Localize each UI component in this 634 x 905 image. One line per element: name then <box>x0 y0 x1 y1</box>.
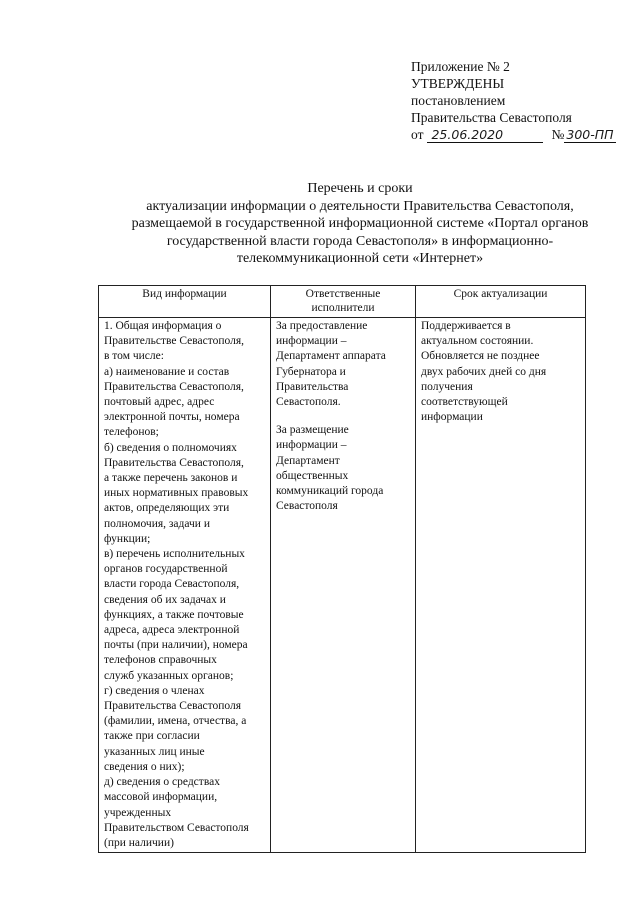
cell-text-line: информации – <box>276 335 347 348</box>
term-cell <box>416 318 586 853</box>
cell-text-line: в) перечень исполнительных <box>104 548 245 561</box>
header-responsible-line: исполнители <box>311 302 375 314</box>
approved-label: УТВЕРЖДЕНЫ <box>411 76 505 91</box>
responsible-placement <box>276 423 410 514</box>
approval-block <box>411 58 626 143</box>
date-prefix: от <box>411 127 424 142</box>
responsible-provision <box>276 319 410 410</box>
cell-text-line: двух рабочих дней со дня <box>421 365 547 378</box>
cell-text-line: телефонов; <box>104 426 159 439</box>
cell-text-line: общественных <box>276 469 349 482</box>
cell-text-line: функции; <box>104 532 151 545</box>
cell-text-line: указанных лиц иные <box>104 745 205 758</box>
title-line: государственной власти города Севастополя» в информационно- <box>166 233 554 249</box>
cell-text-line: актов, определяющих эти <box>104 502 230 515</box>
number-prefix: № <box>551 127 565 142</box>
cell-text-line: Обновляется не позднее <box>421 350 540 363</box>
cell-text-line: соответствующей <box>421 396 508 409</box>
cell-text-line: Поддерживается в <box>421 320 511 332</box>
information-table <box>98 285 586 853</box>
cell-text-line: Правительством Севастополя <box>104 821 249 834</box>
paragraph-gap <box>276 410 410 423</box>
cell-text-line: почты (при наличии), номера <box>104 639 248 652</box>
cell-text-line: в том числе: <box>104 350 164 363</box>
title-line: телекоммуникационной сети «Интернет» <box>236 251 484 266</box>
cell-text-line: власти города Севастополя, <box>104 578 240 591</box>
cell-text-line: иных нормативных правовых <box>104 487 249 500</box>
cell-text-line: сведения о них); <box>104 760 185 773</box>
decree-date-value: 25.06.2020 <box>431 127 504 142</box>
cell-text-line: За размещение <box>276 424 349 437</box>
cell-text-line: За предоставление <box>276 320 368 332</box>
cell-text-line: а) наименование и состав <box>104 365 230 378</box>
cell-text-line: Департамент <box>276 454 340 467</box>
cell-text-line: служб указанных органов; <box>104 669 234 682</box>
info-type-cell <box>99 318 271 853</box>
cell-text-line: (фамилии, имена, отчества, а <box>104 715 247 728</box>
cell-text-line: Правительстве Севастополя, <box>104 335 245 348</box>
cell-text-line: б) сведения о полномочиях <box>104 441 237 454</box>
cell-text-line: коммуникаций города <box>276 485 384 498</box>
document-title <box>100 180 620 268</box>
cell-text-line: Правительства Севастополя <box>104 700 242 713</box>
cell-text-line: электронной почты, номера <box>104 411 240 424</box>
table-header-row <box>99 286 586 318</box>
cell-text-line: Правительства <box>276 380 349 393</box>
header-responsible-line: Ответственные <box>305 288 381 300</box>
cell-text-line: органов государственной <box>104 563 228 576</box>
cell-text-line: Севастополя. <box>276 396 341 409</box>
appendix-label: Приложение № 2 <box>411 59 510 74</box>
cell-text-line: почтовый адрес, адрес <box>104 396 215 409</box>
cell-text-line: информации <box>421 411 483 424</box>
cell-text-line: учрежденных <box>104 806 172 819</box>
decree-number-value: 300-ПП <box>566 127 614 142</box>
cell-text-line: а также перечень законов и <box>104 472 238 485</box>
table-row <box>99 318 586 853</box>
cell-text-line: г) сведения о членах <box>104 684 205 697</box>
title-line: актуализации информации о деятельности Правительства Севастополя, <box>146 198 574 214</box>
header-responsible <box>271 286 416 318</box>
cell-text-line: сведения об их задачах и <box>104 593 226 606</box>
cell-text-line: Севастополя <box>276 500 338 513</box>
decree-number <box>564 127 616 143</box>
cell-text-line: массовой информации, <box>104 791 218 804</box>
cell-text-line: (при наличии) <box>104 836 174 849</box>
cell-text-line: Правительства Севастополя, <box>104 456 244 469</box>
approving-authority: Правительства Севастополя <box>411 110 572 125</box>
cell-text-line: д) сведения о средствах <box>104 776 220 789</box>
title-line: размещаемой в государственной информационной системе «Портал органов <box>131 216 589 231</box>
cell-text-line: Губернатора и <box>276 365 346 378</box>
decree-date <box>427 127 543 143</box>
header-info-type: Вид информации <box>99 286 271 318</box>
cell-text-line: адреса, адреса электронной <box>104 624 240 637</box>
cell-text-line: телефонов справочных <box>104 654 217 667</box>
title-line: Перечень и сроки <box>307 181 413 196</box>
approved-by: постановлением <box>411 93 506 108</box>
header-term: Срок актуализации <box>416 286 586 318</box>
cell-text-line: получения <box>421 380 473 393</box>
cell-text-line: 1. Общая информация о <box>104 320 222 332</box>
cell-text-line: функциях, а также почтовые <box>104 608 244 621</box>
cell-text-line: актуальном состоянии. <box>421 335 534 348</box>
responsible-cell <box>271 318 416 853</box>
cell-text-line: Правительства Севастополя, <box>104 380 244 393</box>
cell-text-line: полномочия, задачи и <box>104 517 210 530</box>
decree-line <box>411 126 626 143</box>
cell-text-line: информации – <box>276 439 347 452</box>
cell-text-line: Департамент аппарата <box>276 350 386 363</box>
cell-text-line: также при согласии <box>104 730 200 743</box>
